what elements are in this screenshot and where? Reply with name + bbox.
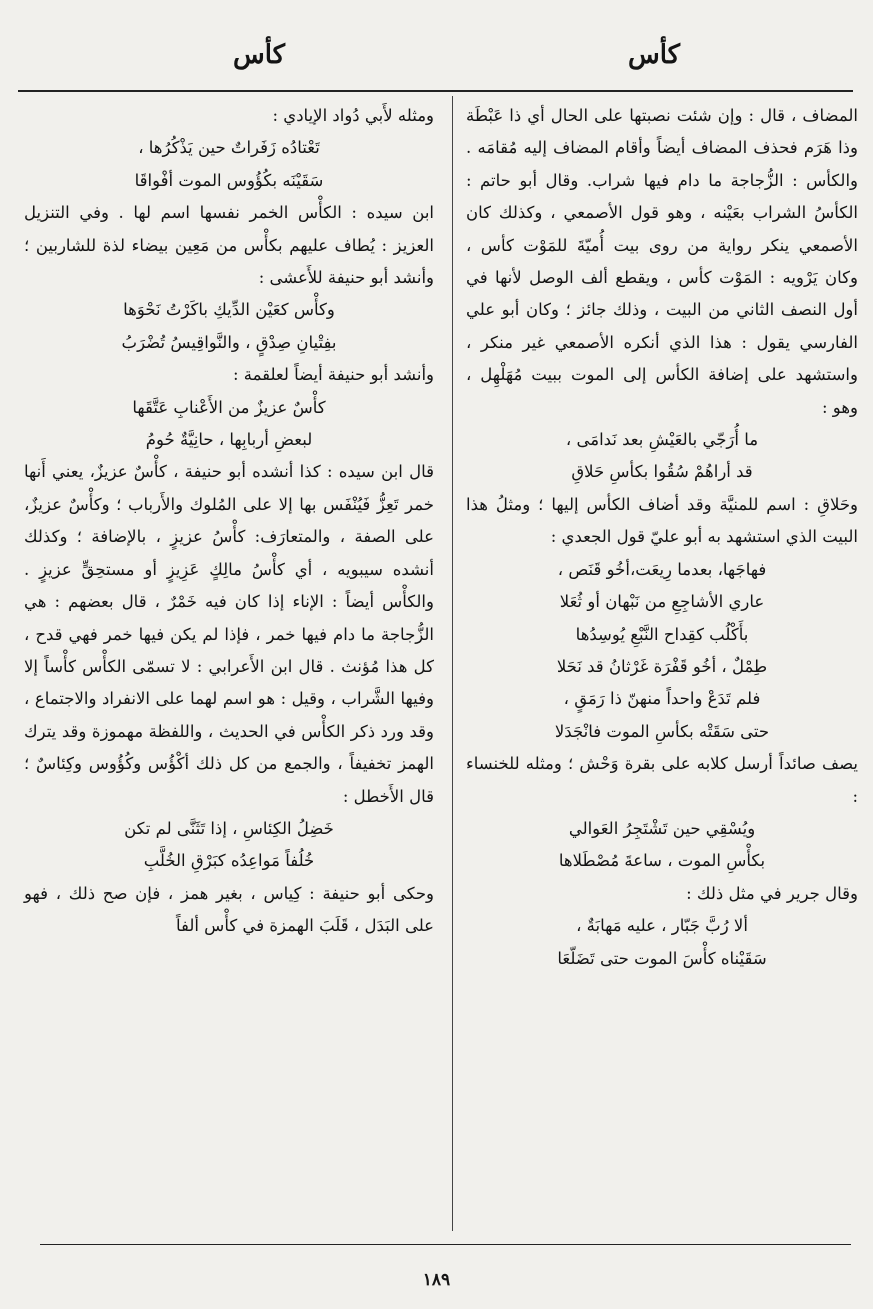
verse-line: فهاجَها، بعدما رِيعَت،أخُو قَنَص ،	[557, 559, 767, 579]
verse-block	[24, 813, 434, 878]
verse-line: بكأْسِ الموت ، ساعةَ مُصْطَلاها	[558, 851, 766, 871]
paragraph: وحَلاقِ : اسم للمنيَّة وقد أضاف الكأس إليها ؛ ومثلُ هذا البيت الذي استشهد به أبو عليّ قول الجعدي :	[466, 494, 858, 547]
verse-line: تَعْتادُه زَفَراتٌ حين يَذْكُرُها ،	[138, 138, 320, 158]
header-rule	[18, 90, 853, 92]
paragraph: المضاف ، قال : وإن شئت نصبتها على الحال أي ذا عَبْطَة وذا هَرَم فحذف المضاف أيضاً وأقام المضاف إليه مُقامَه . والكأس : الزُّجاجة ما دام فيها شراب. وقال أبو حاتم : الكأسُ الشراب بعَيْنه ، وهو قول الأصمعي ، وكذلك كان الأصمعي ينكر رواية من روى بيت أُميّةَ للمَوْت كأس ، وكان يَرْويه : المَوْت كأس ، ويقطع ألف الوصل لأنها في أول النصف الثاني من البيت ، وذلك جائز ؛ وكان أبو علي الفارسي يقول : هذا الذي أنكره الأصمعي غير منكر ، واستشهد على إضافة الكأس إلى الموت ببيت مُهَلْهِل ، وهو :	[466, 106, 858, 417]
verse-block	[466, 424, 858, 489]
paragraph: يصف صائداً أرسل كلابه على بقرة وَحْش ؛ ومثله للخنساء :	[466, 754, 858, 806]
right-column	[466, 100, 858, 975]
verse-line: طِمْلٌ ، أخُو قَفْرَة غَرْثانُ قد نَحَلا	[556, 656, 768, 676]
verse-line: حتى سَقَتْه بكأسِ الموت فانْجَدَلا	[554, 721, 770, 741]
verse-line: خُلُفاً مَواعِدُه كبَرْقِ الخُلَّبِ	[143, 851, 315, 871]
verse-line: قد أراهُمْ سُقُوا بكأسِ حَلاقِ	[571, 462, 753, 482]
paragraph: قال ابن سيده : كذا أنشده أبو حنيفة ، كأْسٌ عزيزٌ، يعني أَنها خمر تَعِزُّ فَيُنْفَس بها إلا على المُلوك والأَرباب ؛ وكأْسٌ عزيزٌ، على الصفة ، والمتعارَف: كأْسُ عزيزٍ ، بالإضافة ؛ وكذلك أنشده سيبويه ، أي كأْسُ مالِكٍ عَزِيزٍ أو مستحِقٍّ عزيزٍ . والكأْس أيضاً : الإناء إذا كان فيه خَمْرٌ ، قال بعضهم : هي الزُّجاجة ما دام فيها خمر ، فإذا لم يكن فيها خمر فهي قدح ، كل هذا مُؤنث . قال ابن الأَعرابي : لا تسمّى الكأْس كأْساً إلا وفيها الشَّراب ، وقيل : هو اسم لهما على الانفراد والاجتماع ، وقد ورد ذكر الكأْس في الحديث ، واللفظة مهموزة وقد يترك الهمز تخفيفاً ، والجمع من كل ذلك أكْؤُس وكُؤُوس وكِئاسٌ ؛ قال الأَخطل :	[24, 462, 434, 806]
verse-block	[466, 910, 858, 975]
paragraph: وأنشد أبو حنيفة أيضاً لعلقمة :	[232, 365, 434, 385]
verse-line: كأْسٌ عزيزٌ من الأَعْنابِ عَتَّقَها	[132, 397, 326, 417]
paragraph: ابن سيده : الكأْس الخمر نفسها اسم لها . وفي التنزيل العزيز : يُطاف عليهم بكأْس من مَعِين بيضاء لذة للشاربين ؛ وأنشد أبو حنيفة للأَعشى :	[24, 203, 434, 288]
verse-line: ويُسْقِي حين تَشْتَجِرُ العَوالي	[568, 818, 756, 838]
verse-block	[24, 294, 434, 359]
verse-line: بأَكْلُب كقِداح النَّبْعِ يُوسِدُها	[575, 624, 749, 644]
verse-line: سَقَيْنَه بكُؤُوس الموت أفْواقَا	[134, 170, 324, 190]
paragraph: ومثله لأَبي دُواد الإيادي :	[272, 106, 434, 125]
verse-line: ألا رُبَّ جَبّار ، عليه مَهابَةٌ ،	[576, 916, 748, 936]
header-word-right: كأس	[628, 40, 681, 70]
column-divider	[452, 96, 453, 1231]
verse-block	[466, 813, 858, 878]
left-column	[24, 100, 434, 943]
verse-block	[24, 392, 434, 457]
paragraph: وقال جرير في مثل ذلك :	[686, 883, 858, 903]
footer-rule	[40, 1244, 851, 1245]
header-word-left: كأس	[233, 40, 286, 70]
verse-line: وكأْس كعَيْن الدِّيكِ باكَرْتُ نَحْوَها	[123, 300, 335, 320]
verse-line: لبعضِ أربابِها ، حانِيَّةٌ حُومُ	[145, 430, 313, 450]
verse-line: سَقَيْناه كأْسَ الموت حتى تَضَلّعَا	[557, 948, 767, 968]
verse-block	[466, 554, 858, 748]
verse-line: خَضِلُ الكِئاسِ ، إذا تَثَنَّى لم تكن	[124, 818, 334, 838]
verse-block	[24, 132, 434, 197]
paragraph: وحكى أبو حنيفة : كِياس ، بغير همز ، فإن صح ذلك ، فهو على البَدَل ، قَلَبَ الهمزة في كأْس ألفاً	[24, 883, 434, 936]
verse-line: بفِتْيانِ صِدْقٍ ، والنَّواقِيسُ تُضْرَبُ	[121, 332, 337, 352]
verse-line: ما أُرَجّي بالعَيْشِ بعد نَدامَى ،	[565, 430, 759, 450]
page-number: ١٨٩	[422, 1270, 451, 1290]
verse-line: عاري الأشاجِعِ من نَبْهان أو ثُعَلا	[559, 592, 765, 612]
verse-line: فلم تَدَعْ واحداً منهنّ ذا رَمَقٍ ،	[563, 689, 761, 709]
